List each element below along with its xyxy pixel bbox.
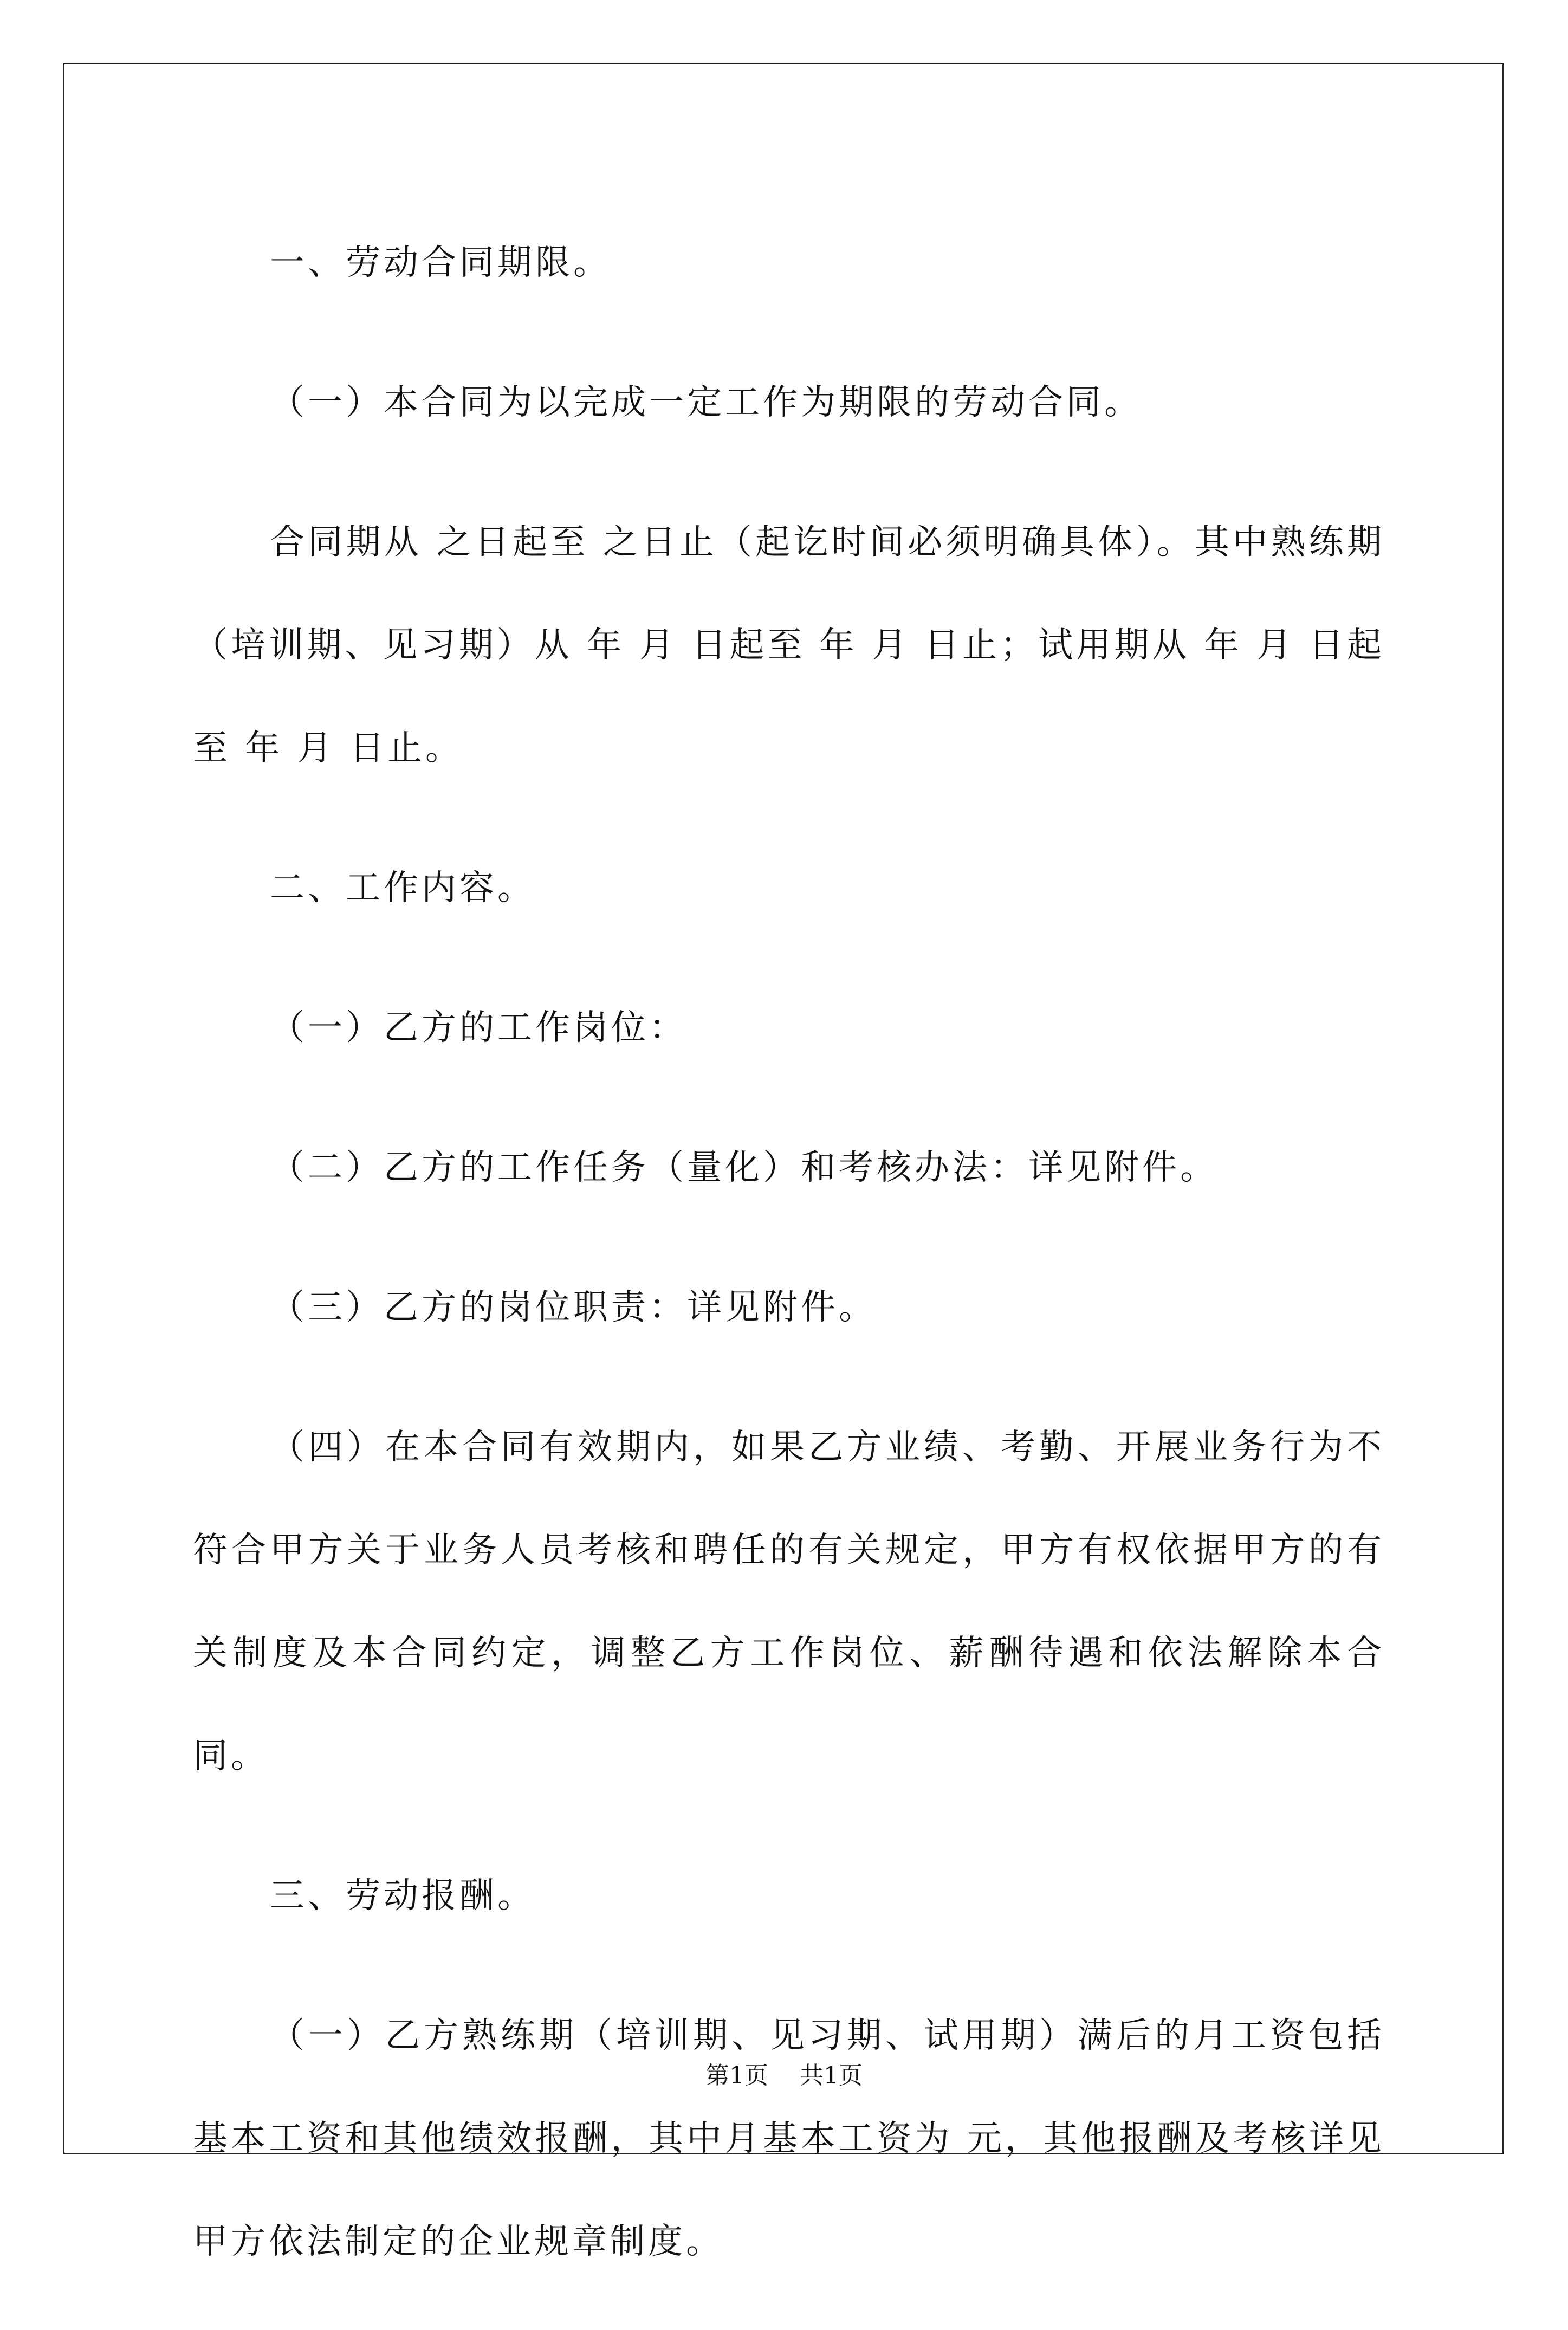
paragraph-adjustment-clause: （四）在本合同有效期内，如果乙方业绩、考勤、开展业务行为不符合甲方关于业务人员考核和聘任的有关规定，甲方有权依据甲方的有关制度及本合同约定，调整乙方工作岗位、薪酬待遇和依法解除本合同。 [193, 1427, 1385, 1776]
section-heading-3: 三、劳动报酬。 [270, 1876, 535, 1916]
paragraph-job-duties: （三）乙方的岗位职责：详见附件。 [270, 1287, 877, 1328]
paragraph-salary: （一）乙方熟练期（培训期、见习期、试用期）满后的月工资包括基本工资和其他绩效报酬，其中月基本工资为 元，其他报酬及考核详见甲方依法制定的企业规章制度。 [193, 2016, 1385, 2262]
page-total: 共1页 [800, 2062, 863, 2089]
section-heading-2: 二、工作内容。 [270, 868, 535, 908]
paragraph-contract-period: 合同期从 之日起至 之日止（起讫时间必须明确具体）。其中熟练期（培训期、见习期）从 年 月 日起至 年 月 日止；试用期从 年 月 日起至 年 月 日止。 [193, 522, 1385, 768]
page-footer [0, 2056, 1568, 2090]
paragraph-job-tasks: （二）乙方的工作任务（量化）和考核办法：详见附件。 [270, 1148, 1218, 1188]
page-number: 第1页 [705, 2062, 768, 2089]
document-body [193, 211, 1385, 2330]
section-heading-1: 一、劳动合同期限。 [270, 243, 611, 283]
paragraph-job-position: （一）乙方的工作岗位： [270, 1008, 687, 1048]
paragraph-contract-type: （一）本合同为以完成一定工作为期限的劳动合同。 [270, 383, 1142, 423]
